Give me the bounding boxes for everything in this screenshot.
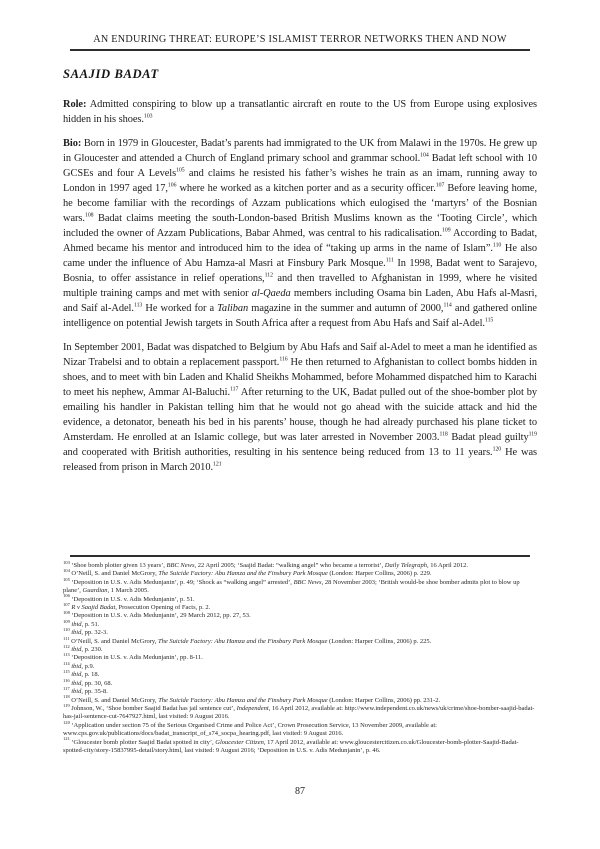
text-run: , pp. 30, 68. — [81, 679, 113, 687]
text-run: where he worked as a kitchen porter and as a security officer. — [176, 183, 436, 194]
footnote-number: 115 — [63, 669, 70, 675]
footnote-item — [63, 593, 537, 604]
footnote-text — [71, 629, 108, 636]
text-run: BBC News — [166, 562, 195, 569]
footnote-item — [63, 629, 537, 637]
footnote-text — [63, 719, 437, 738]
text-run: O’Neill, S. and Daniel McGrory, — [71, 637, 159, 645]
text-run: He was released from prison in March 2010. — [63, 447, 537, 473]
footnote-text — [71, 604, 210, 611]
footnote-number: 118 — [63, 694, 70, 700]
page-number: 87 — [295, 786, 305, 797]
footnote-ref: 116 — [279, 356, 288, 363]
text-run: He worked for a — [142, 303, 218, 314]
text-run: (London: Harper Collins, 2006) pp. 231-2. — [327, 696, 441, 704]
text-run: and claims he resisted his father’s wishes he train as an imam, running away to London in 1997 aged 17, — [63, 168, 537, 194]
footnote-item — [63, 694, 537, 705]
text-run: The Suicide Factory: Abu Hamza and the Finsbury Park Mosque — [158, 696, 328, 704]
footnote-item — [63, 660, 537, 671]
text-run: Gloucester Citizen — [215, 738, 264, 746]
text-run: ‘Application under section 75 of the Serious Organised Crime and Police Act’, Crown Prosecution Service, 13 November 2009, available at: www.cps.gov.uk/publications/docs/badat_transcript_of_s74_socpa_hearing.pdf, last visited: 9 August 2016. — [63, 721, 437, 738]
footnote-ref: 118 — [439, 431, 448, 438]
footnote-number: 117 — [63, 685, 70, 691]
text-run: The Suicide Factory: Abu Hamza and the Finsbury Park Mosque — [158, 570, 328, 578]
text-run: and then travelled to Afghanistan in 1999, where he visited multiple training camps and met with senior — [63, 273, 537, 299]
text-run: ‘Shoe bomb plotter given 13 years’, — [71, 562, 167, 569]
footnote-ref: 121 — [213, 461, 222, 468]
text-run: , 16 April 2012, available at: http://www.independent.co.uk/news/uk/crime/shoe-bomber-saajid-badat-has-jail-sentence-cut-7647927.html, last visited: 9 August 2016. — [63, 704, 535, 721]
footnote-number: 120 — [63, 719, 70, 725]
footnote-item — [63, 654, 537, 662]
body-content — [63, 97, 537, 484]
footnote-ref: 104 — [420, 152, 429, 159]
text-run: The Suicide Factory: Abu Hamza and the Finsbury Park Mosque — [158, 637, 328, 645]
text-run: ‘Deposition in U.S. v. Adis Medunjanin’, p. 49; ‘Shock as “walking angel” arrested’, — [71, 578, 294, 586]
text-run: Taliban — [217, 303, 249, 314]
footnote-ref: 103 — [143, 113, 153, 120]
text-run: ibid — [71, 671, 82, 679]
footnote-text — [63, 576, 520, 595]
footnote-item — [63, 736, 537, 756]
footnote-item — [63, 618, 537, 629]
footnote-ref: 113 — [133, 302, 143, 309]
text-run: members including Osama bin Laden, Abu Hafs al-Masri, and Saif al-Adel. — [63, 288, 537, 314]
running-header: AN ENDURING THREAT: EUROPE’S ISLAMIST TERROR NETWORKS THEN AND NOW — [93, 34, 507, 45]
bio-paragraph — [63, 136, 537, 331]
text-run: ‘Gloucester bomb plotter Saajid Badat spotted in city’, — [71, 738, 216, 746]
footnote-text — [71, 612, 250, 619]
text-run: ibid — [71, 688, 82, 696]
footnote-number: 119 — [63, 702, 70, 708]
footnote-text — [63, 739, 519, 754]
text-run: Role: — [63, 99, 87, 110]
footnote-number: 105 — [63, 576, 70, 582]
footnote-number: 121 — [63, 736, 70, 742]
text-run: Guardian — [82, 587, 108, 595]
text-run: Born in 1979 in Gloucester, Badat’s parents had immigrated to the UK from Malawi in the 1970s. He grew up in Gloucester and attended a Church of England primary school and grammar school. — [63, 138, 537, 164]
footnotes-section — [63, 559, 537, 755]
footnote-text — [71, 646, 102, 653]
footnote-number: 109 — [63, 618, 70, 624]
text-run: and cooperated with British authorities, resulting in his sentence being reduced from 13 to 11 years. — [63, 447, 493, 458]
footnote-text — [71, 663, 94, 670]
text-run: ibid — [71, 646, 82, 654]
footnote-item — [63, 677, 537, 688]
footnote-number: 113 — [63, 652, 70, 658]
text-run: Bio: — [63, 138, 82, 149]
footnote-number: 104 — [63, 568, 70, 574]
text-run: BBC News — [293, 578, 322, 586]
footnote-text — [71, 688, 108, 695]
body-paragraph — [63, 340, 537, 475]
footnote-item — [63, 671, 537, 679]
text-run: After returning to the UK, Badat pulled out of the shoe-bomber plot by emailing his handler in Pakistan telling him that he would not go ahead with the suicide attack and hid the evidence, a detonator, beneath his bed in his parents’ house, though he had already purchased his plane ticket to Amsterdam. He enrolled at an Islamic college, but was later arrested in November 2003. — [63, 387, 537, 443]
footnote-number: 116 — [63, 677, 70, 683]
header-rule — [70, 49, 530, 51]
footnote-ref: 112 — [264, 272, 273, 279]
text-run: ibid — [71, 629, 82, 637]
text-run: Badat left school with 10 GCSEs and four A Levels — [63, 153, 537, 179]
footnote-ref: 108 — [84, 212, 94, 219]
text-run: ‘Deposition in U.S. v. Adis Medunjanin’, 29 March 2012, pp. 27, 53. — [71, 612, 251, 620]
text-run: Badat claims meeting the south-London-based British Muslims known as the ‘Tooting Circle’, which included the owner of Azzam Publications, Babar Ahmed, was central to his radicalisation. — [63, 213, 537, 239]
footnote-number: 103 — [63, 559, 70, 565]
text-run: and gathered online intelligence on potential Jewish targets in South Africa after a request from Abu Hafs and Saif al-Adel. — [63, 303, 537, 329]
footnote-ref: 105 — [176, 167, 185, 174]
text-run: Daily Telegraph — [384, 562, 427, 569]
text-run: , 28 November 2003; ‘British would-be shoe bomber admits plot to blow up plane’, — [63, 578, 520, 595]
text-run: ‘Deposition in U.S. v. Adis Medunjanin’, pp. 8-11. — [71, 654, 203, 662]
footnote-item — [63, 612, 537, 620]
footnote-text — [71, 562, 468, 569]
profile-name-heading: SAAJID BADAT — [63, 67, 159, 81]
footnote-text — [71, 671, 99, 678]
text-run: Admitted conspiring to blow up a transatlantic aircraft en route to the US from Europe using explosives hidden in his shoes. — [63, 99, 537, 125]
text-run: , p.9. — [81, 662, 95, 670]
text-run: In September 2001, Badat was dispatched to Belgium by Abu Hafs and Saif al-Adel to meet a man he identified as Nizar Trabelsi and to obtain a replacement passport. — [63, 342, 537, 368]
footnote-number: 108 — [63, 610, 70, 616]
footnote-number: 112 — [63, 643, 70, 649]
text-run: , pp. 35-8. — [81, 688, 108, 696]
text-run: , Prosecution Opening of Facts, p. 2. — [115, 604, 211, 612]
footnote-ref: 115 — [484, 317, 494, 324]
footnote-ref: 117 — [230, 386, 239, 393]
footnote-ref: 120 — [492, 446, 502, 453]
text-run: Badat plead guilty — [447, 432, 529, 443]
text-run: R v Saajid Badat — [71, 604, 116, 612]
text-run: He also came under the influence of Abu Hamza-al Masri at Finsbury Park Mosque. — [63, 243, 537, 269]
text-run: ibid — [71, 620, 82, 628]
text-run: (London: Harper Collins, 2006) p. 229. — [327, 570, 432, 578]
footnote-number: 106 — [63, 593, 70, 599]
footnote-item — [63, 685, 537, 696]
text-run: O’Neill, S. and Daniel McGrory, — [71, 696, 159, 704]
text-run: al-Qaeda — [251, 288, 291, 299]
text-run: Before leaving home, he become familiar with the recordings of Azzam publications which eulogised the ‘martyrs’ of the Bosnian wars. — [63, 183, 538, 224]
text-run: , 17 April 2012, available at: www.gloucestercitizen.co.uk/Gloucester-bomb-plotter-Saajid-Badat-spotted-city/story-15837995-detail/story.html, last visited: 9 August 2016; ‘Deposition in U.S. v. Adis Medunjanin’, p. 46. — [63, 738, 519, 754]
text-run: , p. 18. — [81, 671, 100, 679]
footnote-ref: 114 — [443, 302, 452, 309]
text-run: He then returned to Afghanistan to collect bombs hidden in shoes, and to meet with bin Laden and Khalid Sheikhs Mohammed, before Mohammed dispatched him to Karachi to meet his nephew, Ammar Al-Baluchi. — [63, 357, 538, 398]
footnote-ref: 111 — [385, 257, 394, 264]
text-run: Independent — [236, 704, 269, 712]
text-run: , pp. 32-3. — [81, 629, 108, 637]
text-run: O’Neill, S. and Daniel McGrory, — [71, 570, 159, 578]
footnote-text — [71, 654, 203, 661]
footnote-ref: 119 — [528, 431, 537, 438]
footnote-item — [63, 570, 537, 578]
text-run: ibid — [71, 679, 82, 687]
footnote-number: 107 — [63, 601, 70, 607]
text-run: ibid — [71, 662, 82, 670]
footnote-number: 114 — [63, 660, 70, 666]
text-run: In 1998, Badat went to Sarajevo, Bosnia, to offer assistance in relief operations, — [63, 258, 538, 284]
footnote-text — [71, 680, 112, 687]
footnote-text — [71, 638, 431, 645]
footnote-item — [63, 702, 537, 722]
footnote-text — [71, 570, 431, 577]
footnote-ref: 107 — [435, 182, 445, 189]
footnote-text — [71, 596, 194, 603]
text-run: , p. 51. — [81, 620, 100, 628]
footnote-text — [71, 697, 440, 704]
footnote-text — [71, 621, 99, 628]
text-run: , 16 April 2012. — [426, 562, 468, 569]
text-run: , 1 March 2005. — [107, 587, 149, 595]
footnote-separator — [70, 555, 530, 557]
text-run: ‘Deposition in U.S. v. Adis Medunjanin’, p. 51. — [71, 595, 195, 603]
footnote-number: 111 — [63, 635, 70, 641]
footnote-ref: 110 — [492, 242, 502, 249]
text-run: Johnson, W., ‘Shoe bomber Saajid Badat has jail sentence cut’, — [71, 704, 237, 712]
footnote-ref: 109 — [442, 227, 451, 234]
footnote-number: 110 — [63, 627, 70, 633]
role-paragraph — [63, 97, 537, 127]
text-run: , 22 April 2005; ‘Saajid Badat: “walking angel” who became a terrorist’, — [194, 562, 385, 569]
footnote-text — [63, 702, 535, 721]
footnote-item — [63, 635, 537, 646]
text-run: (London: Harper Collins, 2006) p. 225. — [327, 637, 432, 645]
text-run: According to Badat, Ahmed became his mentor and introduced him to the idea of “taking up arms in the name of Islam”. — [63, 228, 537, 254]
footnote-ref: 106 — [167, 182, 177, 189]
text-run: magazine in the summer and autumn of 2000, — [248, 303, 444, 314]
text-run: , p. 230. — [81, 646, 103, 654]
